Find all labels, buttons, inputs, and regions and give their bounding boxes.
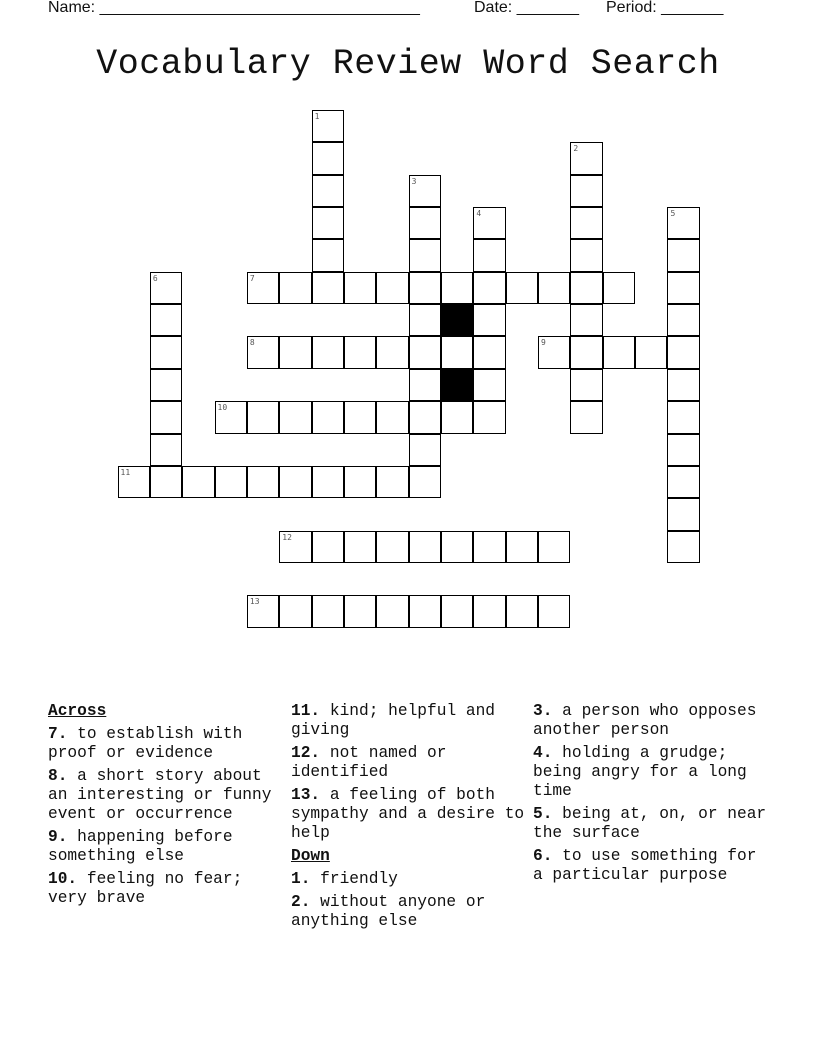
clue-number: 5 (670, 209, 676, 219)
clue-number: 12 (282, 532, 292, 542)
grid-cell[interactable] (570, 336, 602, 368)
grid-cell[interactable] (312, 110, 344, 142)
grid-cell[interactable] (473, 401, 505, 433)
grid-cell[interactable] (570, 401, 602, 433)
grid-cell[interactable] (376, 531, 408, 563)
grid-cell[interactable] (409, 207, 441, 239)
grid-cell[interactable] (409, 531, 441, 563)
grid-cell[interactable] (538, 336, 570, 368)
clue-number: 3 (411, 176, 417, 186)
grid-cell[interactable] (409, 304, 441, 336)
grid-cell[interactable] (409, 336, 441, 368)
grid-cell[interactable] (538, 272, 570, 304)
grid-cell[interactable] (570, 272, 602, 304)
grid-cell[interactable] (667, 336, 699, 368)
period-field[interactable]: Period: _______ (606, 0, 724, 16)
grid-cell[interactable] (570, 369, 602, 401)
grid-cell[interactable] (506, 531, 538, 563)
grid-cell[interactable] (409, 401, 441, 433)
grid-cell[interactable] (247, 401, 279, 433)
grid-cell[interactable] (215, 466, 247, 498)
grid-cell[interactable] (570, 175, 602, 207)
clue-down-4: 4. holding a grudge; being angry for a long time (533, 744, 747, 800)
grid-cell[interactable] (409, 595, 441, 627)
grid-cell[interactable] (279, 595, 311, 627)
clues-column-3 (533, 702, 769, 889)
grid-cell[interactable] (376, 595, 408, 627)
grid-cell[interactable] (667, 531, 699, 563)
grid-cell[interactable] (473, 207, 505, 239)
clue-across-11: 11. kind; helpful and giving (291, 702, 496, 739)
grid-cell[interactable] (312, 175, 344, 207)
grid-cell[interactable] (473, 239, 505, 271)
across-heading: Across (48, 702, 107, 720)
grid-cell[interactable] (409, 175, 441, 207)
grid-cell[interactable] (279, 466, 311, 498)
grid-cell[interactable] (150, 272, 182, 304)
blocked-cell (441, 369, 473, 401)
grid-cell[interactable] (538, 595, 570, 627)
grid-cell[interactable] (182, 466, 214, 498)
grid-cell[interactable] (667, 466, 699, 498)
grid-cell[interactable] (441, 531, 473, 563)
clue-number: 11 (120, 467, 131, 477)
grid-cell[interactable] (279, 336, 311, 368)
clue-number: 8 (249, 338, 255, 348)
grid-cell[interactable] (279, 401, 311, 433)
clue-across-10: 10. feeling no fear; very brave (48, 870, 243, 907)
grid-cell[interactable] (506, 595, 538, 627)
grid-cell[interactable] (215, 401, 247, 433)
grid-cell[interactable] (247, 272, 279, 304)
grid-cell[interactable] (473, 304, 505, 336)
grid-cell[interactable] (603, 272, 635, 304)
grid-cell[interactable] (279, 272, 311, 304)
clue-number: 7 (249, 273, 255, 283)
grid-cell[interactable] (635, 336, 667, 368)
clue-number: 6 (152, 273, 158, 283)
clue-number: 2 (573, 144, 579, 154)
grid-cell[interactable] (667, 304, 699, 336)
clues-column-1 (48, 702, 284, 912)
grid-cell[interactable] (409, 239, 441, 271)
grid-cell[interactable] (247, 336, 279, 368)
clues-column-2 (291, 702, 527, 935)
grid-cell[interactable] (344, 336, 376, 368)
grid-cell[interactable] (344, 531, 376, 563)
grid-cell[interactable] (312, 595, 344, 627)
grid-cell[interactable] (570, 304, 602, 336)
grid-cell[interactable] (409, 466, 441, 498)
grid-cell[interactable] (150, 304, 182, 336)
grid-cell[interactable] (118, 466, 150, 498)
grid-cell[interactable] (376, 401, 408, 433)
grid-cell[interactable] (150, 369, 182, 401)
grid-cell[interactable] (667, 498, 699, 530)
grid-cell[interactable] (473, 369, 505, 401)
grid-cell[interactable] (312, 142, 344, 174)
grid-cell[interactable] (312, 531, 344, 563)
grid-cell[interactable] (473, 531, 505, 563)
grid-cell[interactable] (150, 466, 182, 498)
grid-cell[interactable] (376, 272, 408, 304)
grid-cell[interactable] (150, 336, 182, 368)
grid-cell[interactable] (247, 595, 279, 627)
grid-cell[interactable] (667, 239, 699, 271)
date-field[interactable]: Date: _______ (474, 0, 579, 16)
grid-cell[interactable] (312, 336, 344, 368)
blocked-cell (441, 304, 473, 336)
grid-cell[interactable] (506, 272, 538, 304)
grid-cell[interactable] (150, 401, 182, 433)
grid-cell[interactable] (150, 434, 182, 466)
grid-cell[interactable] (312, 466, 344, 498)
grid-cell[interactable] (570, 239, 602, 271)
grid-cell[interactable] (344, 272, 376, 304)
clue-across-13: 13. a feeling of both sympathy and a desire to help (291, 786, 525, 842)
grid-cell[interactable] (312, 272, 344, 304)
clue-down-5: 5. being at, on, or near the surface (533, 805, 767, 842)
grid-cell[interactable] (441, 401, 473, 433)
grid-cell[interactable] (570, 207, 602, 239)
clue-across-12: 12. not named or identified (291, 744, 447, 781)
grid-cell[interactable] (473, 595, 505, 627)
grid-cell[interactable] (473, 272, 505, 304)
grid-cell[interactable] (247, 466, 279, 498)
clue-number: 9 (541, 338, 546, 348)
clue-down-3: 3. a person who opposes another person (533, 702, 757, 739)
grid-cell[interactable] (344, 466, 376, 498)
grid-cell[interactable] (538, 531, 570, 563)
grid-cell[interactable] (441, 336, 473, 368)
grid-cell[interactable] (344, 595, 376, 627)
clue-number: 10 (217, 403, 228, 413)
grid-cell[interactable] (667, 207, 699, 239)
grid-cell[interactable] (570, 142, 602, 174)
clue-number: 1 (314, 112, 320, 121)
grid-cell[interactable] (312, 401, 344, 433)
grid-cell[interactable] (603, 336, 635, 368)
grid-cell[interactable] (441, 272, 473, 304)
grid-cell[interactable] (344, 401, 376, 433)
grid-cell[interactable] (312, 239, 344, 271)
clue-down-6: 6. to use something for a particular purpose (533, 847, 757, 884)
grid-cell[interactable] (312, 207, 344, 239)
grid-cell[interactable] (409, 369, 441, 401)
clue-across-9: 9. happening before something else (48, 828, 233, 865)
name-field[interactable]: Name: ____________________________________ (48, 0, 420, 16)
grid-cell[interactable] (667, 401, 699, 433)
grid-cell[interactable] (279, 531, 311, 563)
grid-cell[interactable] (667, 434, 699, 466)
grid-cell[interactable] (473, 336, 505, 368)
page-title: Vocabulary Review Word Search (96, 44, 720, 84)
grid-cell[interactable] (667, 369, 699, 401)
grid-cell[interactable] (376, 466, 408, 498)
clue-down-2: 2. without anyone or anything else (291, 893, 486, 930)
down-heading: Down (291, 847, 330, 865)
grid-cell[interactable] (667, 272, 699, 304)
grid-cell[interactable] (441, 595, 473, 627)
clue-across-7: 7. to establish with proof or evidence (48, 725, 243, 762)
grid-cell[interactable] (409, 434, 441, 466)
clue-number: 4 (476, 209, 482, 219)
grid-cell[interactable] (409, 272, 441, 304)
clue-across-8: 8. a short story about an interesting or funny event or occurrence (48, 767, 272, 823)
grid-cell[interactable] (376, 336, 408, 368)
clue-down-1: 1. friendly (291, 870, 398, 888)
clue-number: 13 (249, 597, 260, 607)
